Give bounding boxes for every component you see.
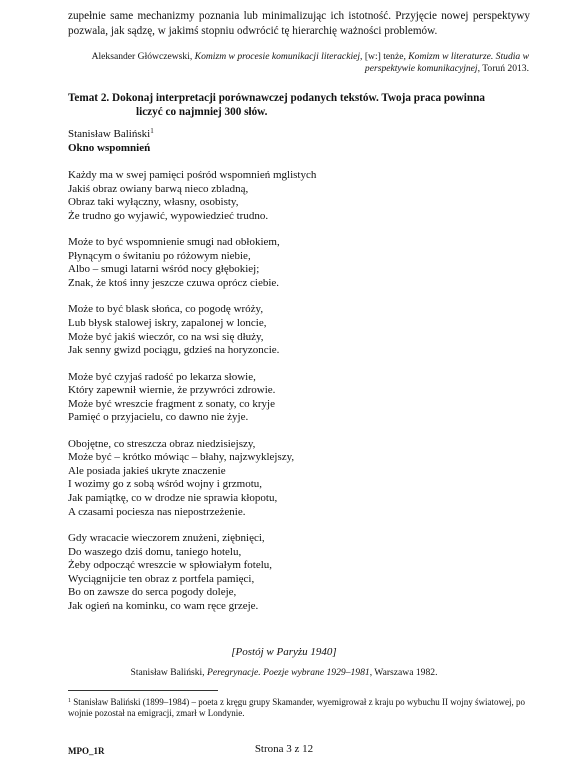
footnote [68, 697, 530, 720]
poem-place-text: [Postój w Paryżu 1940] [231, 646, 337, 658]
poem-line: Jakiś obraz owiany barwą nieco zbladną, [68, 182, 249, 195]
poem-line: Wyciągnijcie ten obraz z portfela pamięci, [68, 572, 255, 585]
footnote-mark: 1 [68, 698, 71, 704]
intro-paragraph: zupełnie same mechanizmy poznania lub minimalizując ich istotność. Przyjęcie nowej perspektywy pozwala, jak sądzę, w jakimś stopniu odwrócić tę hierarchię ważności problemów. [68, 10, 530, 37]
poem-line: Może być wreszcie fragment z sonaty, co kryje [68, 397, 275, 410]
poem-stanza [68, 236, 508, 290]
poem-line: Może to być blask słońca, co pogodę wróży, [68, 303, 264, 316]
exam-code: MPO_1R [68, 746, 105, 756]
footnote-reference: 1 [150, 127, 154, 135]
poem-line: Żeby odpocząć wreszcie w spłowiałym fotelu, [68, 559, 273, 572]
citation [68, 51, 529, 76]
poem-stanza [68, 169, 508, 223]
poem-line: Obojętne, co streszcza obraz niedzisiejszy, [68, 437, 256, 450]
poem-line: Który zapewnił wiernie, że przywróci zdrowie. [68, 384, 276, 397]
poem-line: Jak senny gwizd pociągu, gdzieś na horyzoncie. [68, 344, 280, 357]
poem-body [68, 169, 508, 626]
poem-line: Pamięć o przyjacielu, co dawno nie żyje. [68, 411, 249, 424]
poem-line: Może to być wspomnienie smugi nad obłokiem, [68, 236, 280, 249]
footnote-divider [68, 690, 218, 691]
poem-line: Znak, że ktoś inny jeszcze czuwa oprócz ciebie. [68, 276, 280, 289]
poem-stanza [68, 532, 508, 614]
poem-line: Obraz taki wyłączny, własny, osobisty, [68, 196, 239, 209]
source-author: Stanisław Baliński, [130, 667, 207, 678]
poem-source [0, 667, 568, 679]
poem-stanza [68, 303, 508, 357]
poem-line: A czasami pociesza nas niepostrzeżenie. [68, 505, 246, 518]
poem-stanza [68, 438, 508, 520]
poem-line: Do waszego dziś domu, taniego hotelu, [68, 545, 242, 558]
citation-title-2: Komizm w literaturze. Studia w perspektywie komunikacyjnej [364, 51, 529, 75]
poem-line: Że trudno go wyjawić, wypowiedzieć trudno. [68, 209, 269, 222]
poem-line: Bo on zawsze do serca pogody doleje, [68, 586, 237, 599]
poem-line: Płynącym o świtaniu po różowym niebie, [68, 249, 251, 262]
poem-stanza [68, 371, 508, 425]
poem-line: Może być – krótko mówiąc – błahy, najzwyklejszy, [68, 451, 295, 464]
poem-line: Gdy wracacie wieczorem znużeni, ziębnięci, [68, 532, 265, 545]
poem-line: Może być jakiś wieczór, co na wsi się dłuży, [68, 330, 264, 343]
citation-end: , Toruń 2013. [477, 63, 529, 75]
poem-place-date [0, 645, 568, 659]
source-end: , Warszawa 1982. [369, 667, 438, 678]
citation-author: Aleksander Główczewski, [91, 51, 195, 62]
footnote-text: Stanisław Baliński (1899–1984) – poeta z kręgu grupy Skamander, wyemigrował z kraju po wybuchu II wojny światowej, po wojnie pozostał na emigracji, zmarł w Londynie. [68, 697, 526, 719]
citation-title-1: Komizm w procesie komunikacji literackiej [194, 51, 361, 62]
poem-line: Albo – smugi latarni wśród nocy głębokiej; [68, 263, 260, 276]
citation-mid: , [w:] tenże, [360, 51, 409, 62]
poem-author [68, 127, 154, 141]
poem-line: I wozimy go z sobą wśród wojny i grzmotu, [68, 478, 262, 491]
poem-author-name: Stanisław Baliński [68, 128, 151, 140]
poem-line: Może być czyjaś radość po lekarza słowie, [68, 370, 256, 383]
poem-line: Lub błysk stalowej iskry, zapalonej w loncie, [68, 316, 267, 329]
poem-title: Okno wspomnień [68, 142, 151, 154]
task-line-2: liczyć co najmniej 300 słów. [136, 106, 268, 119]
poem-line: Jak pamiątkę, co w drodze nie sprawia kłopotu, [68, 492, 278, 505]
page-number: Strona 3 z 12 [254, 743, 314, 755]
poem-line: Każdy ma w swej pamięci pośród wspomnień mglistych [68, 169, 317, 181]
poem-line: Jak ogień na kominku, co wam ręce grzeje. [68, 600, 259, 613]
task-line-1: Temat 2. Dokonaj interpretacji porównawczej podanych tekstów. Twoja praca powinna [68, 92, 485, 104]
task-heading [68, 91, 530, 120]
poem-line: Ale posiada jakieś ukryte znaczenie [68, 464, 226, 477]
source-title: Peregrynacje. Poezje wybrane 1929–1981 [206, 667, 370, 678]
